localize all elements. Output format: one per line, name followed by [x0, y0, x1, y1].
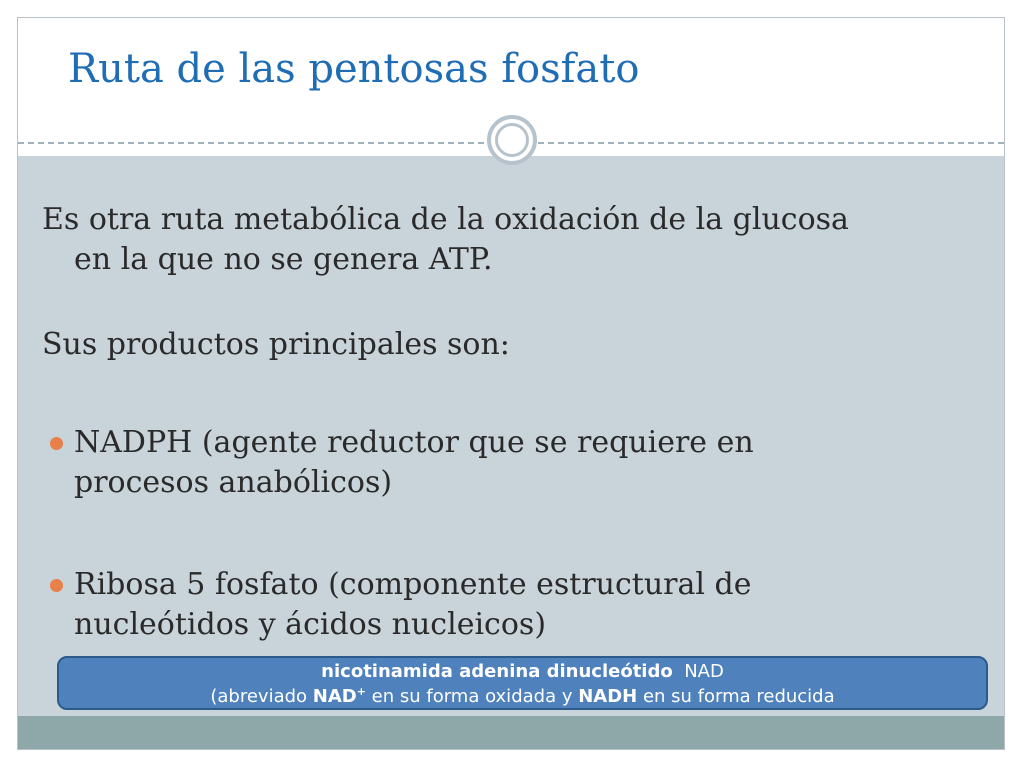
- intro-line-1: Es otra ruta metabólica de la oxidación de la glucosa: [42, 202, 849, 237]
- bullet-line-2: procesos anabólicos): [74, 465, 393, 500]
- note-line-1: [59, 659, 986, 684]
- bullet-icon: [50, 579, 63, 592]
- note-abbr: NAD: [684, 661, 724, 682]
- note-nadh: NADH: [578, 686, 638, 707]
- footer-band: [18, 716, 1004, 750]
- products-heading: Sus productos principales son:: [42, 327, 510, 362]
- circle-ornament-icon: [487, 115, 537, 165]
- bullet-icon: [50, 437, 63, 450]
- circle-inner-ring: [495, 123, 529, 157]
- nad-note-box: [57, 656, 988, 710]
- note-suffix: en su forma reducida: [637, 686, 835, 707]
- bullet-line-1: Ribosa 5 fosfato (componente estructural de: [74, 567, 752, 602]
- bullet-line-2: nucleótidos y ácidos nucleicos): [74, 607, 547, 642]
- note-middle: en su forma oxidada y: [365, 686, 579, 707]
- bullet-item-nadph: [42, 423, 942, 503]
- bullet-line-1: NADPH (agente reductor que se requiere en: [74, 425, 754, 460]
- slide-title: Ruta de las pentosas fosfato: [68, 46, 640, 92]
- content-area: [18, 156, 1004, 716]
- bullet-item-ribosa: [42, 565, 942, 645]
- note-plus-sup: +: [356, 685, 366, 698]
- note-prefix: (abreviado: [210, 686, 313, 707]
- note-nad-plus: [313, 686, 366, 707]
- note-line-2: [59, 684, 986, 709]
- slide: [17, 17, 1005, 750]
- note-term: nicotinamida adenina dinucleótido: [321, 661, 673, 682]
- note-nad-text: NAD: [312, 686, 357, 707]
- intro-line-2: en la que no se genera ATP.: [74, 242, 493, 277]
- intro-paragraph: [42, 200, 942, 280]
